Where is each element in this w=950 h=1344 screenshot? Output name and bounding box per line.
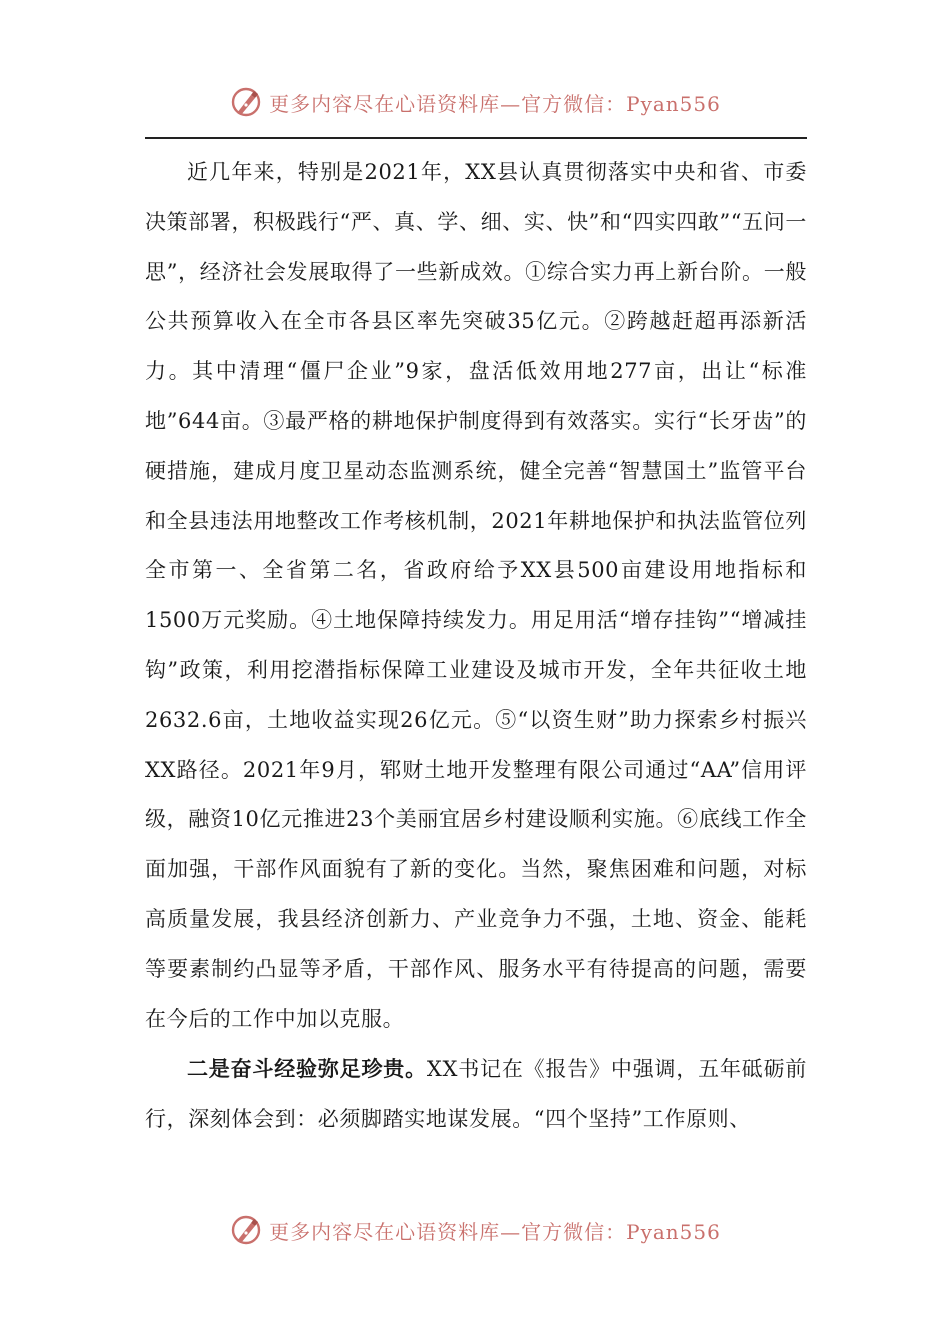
document-body	[145, 148, 807, 1145]
pen-nib-logo-icon	[229, 1213, 263, 1247]
paragraph	[145, 1044, 807, 1145]
banner-text: 更多内容尽在心语资料库—官方微信：Pyan556	[269, 1219, 721, 1244]
pen-nib-logo-icon	[229, 85, 263, 119]
paragraph-text: XX书记在《报告》中强调，五年砥砺前行，深刻体会到：必须脚踏实地谋发展。“四个坚持”工作原则、	[145, 1057, 807, 1132]
header-divider	[145, 137, 807, 139]
banner-text: 更多内容尽在心语资料库—官方微信：Pyan556	[269, 91, 721, 116]
footer-banner	[0, 1208, 950, 1252]
header-banner	[0, 80, 950, 124]
paragraph-lead-heading: 二是奋斗经验弥足珍贵。	[187, 1056, 427, 1082]
paragraph: 近几年来，特别是2021年，XX县认真贯彻落实中央和省、市委决策部署，积极践行“严、真、学、细、实、快”和“四实四敢”“五问一思”，经济社会发展取得了一些新成效。①综合实力再上新台阶。一般公共预算收入在全市各县区率先突破35亿元。②跨越赶超再添新活力。其中清理“僵尸企业”9家，盘活低效用地277亩，出让“标准地”644亩。③最严格的耕地保护制度得到有效落实。实行“长牙齿”的硬措施，建成月度卫星动态监测系统，健全完善“智慧国土”监管平台和全县违法用地整改工作考核机制，2021年耕地保护和执法监管位列全市第一、全省第二名，省政府给予XX县500亩建设用地指标和1500万元奖励。④土地保障持续发力。用足用活“增存挂钩”“增减挂钩”政策，利用挖潜指标保障工业建设及城市开发，全年共征收土地2632.6亩，土地收益实现26亿元。⑤“以资生财”助力探索乡村振兴XX路径。2021年9月，郓财土地开发整理有限公司通过“AA”信用评级，融资10亿元推进23个美丽宜居乡村建设顺利实施。⑥底线工作全面加强，干部作风面貌有了新的变化。当然，聚焦困难和问题，对标高质量发展，我县经济创新力、产业竞争力不强，土地、资金、能耗等要素制约凸显等矛盾，干部作风、服务水平有待提高的问题，需要在今后的工作中加以克服。	[145, 160, 807, 1031]
